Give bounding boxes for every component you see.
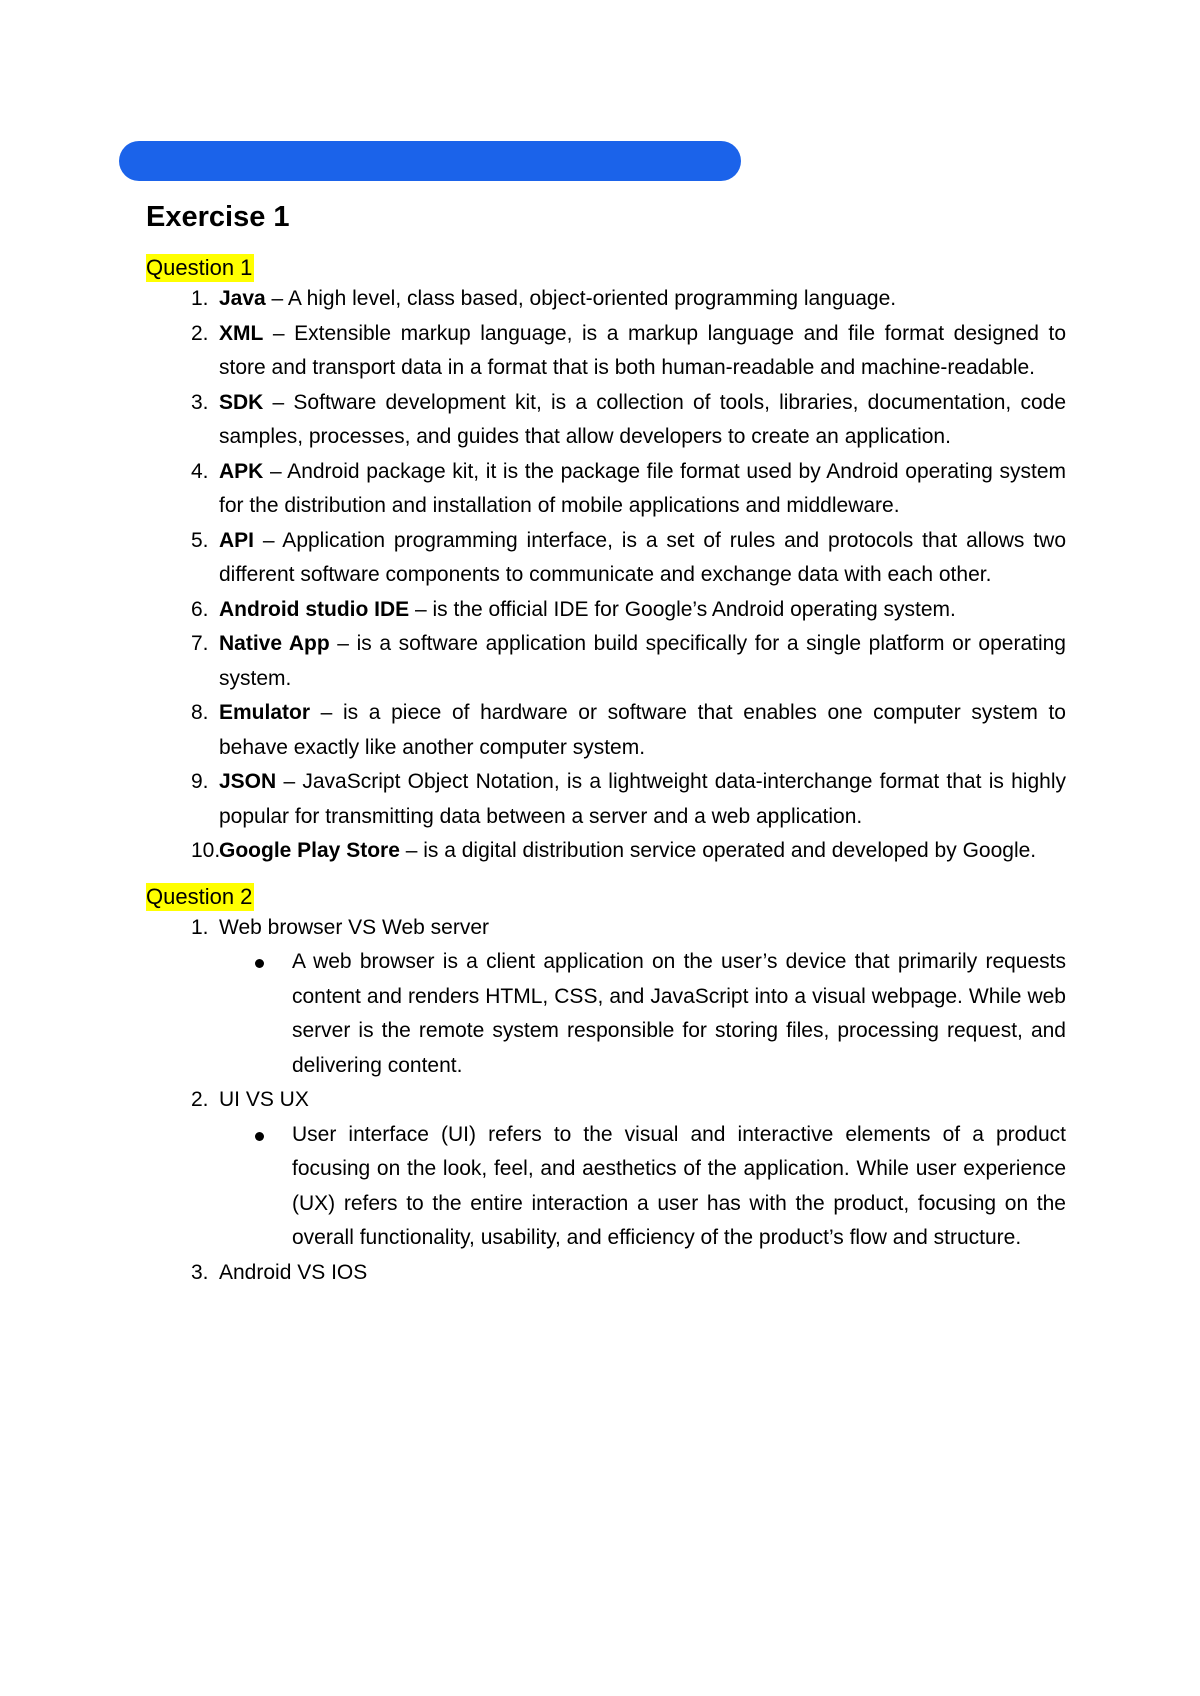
bullet-item [146, 1118, 1066, 1256]
list-number [146, 1256, 218, 1291]
term: API [219, 528, 255, 552]
bullet-item [146, 945, 1066, 1083]
list-number [146, 317, 218, 352]
list-number-label: 8. [191, 701, 209, 724]
list-number-label: 2. [191, 1088, 209, 1111]
question-2-section [146, 883, 1066, 1291]
list-number [146, 593, 218, 628]
definition: – is the official IDE for Google’s Android operating system. [409, 597, 956, 621]
list-item [146, 317, 1066, 386]
definition: – JavaScript Object Notation, is a lightweight data-interchange format that is highly popular for transmitting data between a server and a web application. [219, 770, 1066, 828]
term: APK [219, 459, 264, 483]
list-number-label: 10. [191, 839, 221, 862]
list-number-label: 3. [191, 1260, 209, 1284]
list-number [146, 696, 218, 731]
definition: – A high level, class based, object-oriented programming language. [265, 287, 897, 310]
definition: – Application programming interface, is a set of rules and protocols that allows two different software components to communicate and exchange data with each other. [219, 528, 1066, 586]
list-item [146, 386, 1066, 455]
list-number-label: 9. [191, 770, 209, 793]
list-item [146, 627, 1066, 696]
list-number-label: 4. [191, 459, 209, 483]
comparison-title: Android VS IOS [219, 1260, 368, 1284]
list-item [146, 1256, 1066, 1291]
list-number-label: 5. [191, 528, 209, 552]
term: Java [219, 287, 266, 310]
bullet-text: A web browser is a client application on the user’s device that primarily requests content and renders HTML, CSS, and JavaScript into a visual webpage. While web server is the remote system responsible for storing files, processing request, and delivering content. [292, 950, 1066, 1077]
term: Android studio IDE [219, 597, 410, 621]
term: Google Play Store [219, 839, 400, 862]
list-number-label: 2. [191, 321, 209, 345]
list-item [146, 911, 1066, 1084]
list-number-label: 1. [191, 287, 209, 310]
bullet-text: User interface (UI) refers to the visual and interactive elements of a product focusing on the look, feel, and aesthetics of the application. While user experience (UX) refers to the entire interaction a user has with the product, focusing on the overall functionality, usability, and efficiency of the product’s flow and structure. [292, 1122, 1066, 1249]
list-number [146, 765, 218, 800]
term: SDK [219, 390, 264, 414]
question-1-section [146, 254, 1066, 869]
term: Native App [219, 632, 330, 655]
bullet-list [146, 945, 1066, 1083]
list-number [146, 911, 218, 946]
list-number-label: 7. [191, 632, 209, 655]
definition: – is a piece of hardware or software that enables one computer system to behave exactly like another computer system. [219, 701, 1066, 759]
list-number [146, 834, 221, 869]
question-1-heading: Question 1 [146, 255, 253, 280]
list-item [146, 1083, 1066, 1256]
header-bar [119, 141, 741, 181]
definition: – Extensible markup language, is a markup language and file format designed to store and transport data in a format that is both human-readable and machine-readable. [219, 321, 1066, 379]
definition: – is a software application build specifically for a single platform or operating system. [219, 632, 1066, 690]
definition: – Software development kit, is a collection of tools, libraries, documentation, code samples, processes, and guides that allow developers to create an application. [219, 390, 1066, 448]
document-content [146, 196, 1066, 1290]
term: Emulator [219, 701, 311, 724]
comparison-title: UI VS UX [219, 1088, 309, 1111]
list-item [146, 834, 1066, 869]
list-item [146, 524, 1066, 593]
question-2-heading: Question 2 [146, 883, 253, 909]
page-title: Exercise 1 [146, 201, 290, 233]
list-number [146, 1083, 218, 1118]
bullet-icon [255, 1132, 264, 1141]
definition: – is a digital distribution service operated and developed by Google. [399, 839, 1037, 862]
term: JSON [219, 770, 277, 793]
list-number [146, 386, 218, 421]
list-number-label: 1. [191, 915, 209, 939]
list-item [146, 696, 1066, 765]
list-item [146, 455, 1066, 524]
term: XML [219, 321, 264, 345]
question-1-list [146, 282, 1066, 869]
list-number [146, 627, 218, 662]
list-item [146, 765, 1066, 834]
definition: – Android package kit, it is the package file format used by Android operating system for the distribution and installation of mobile applications and middleware. [219, 459, 1066, 517]
list-number [146, 282, 218, 317]
comparison-title: Web browser VS Web server [219, 915, 489, 939]
list-number-label: 3. [191, 390, 209, 414]
list-item [146, 593, 1066, 628]
list-number [146, 524, 218, 559]
list-number-label: 6. [191, 597, 209, 621]
list-item [146, 282, 1066, 317]
list-number [146, 455, 218, 490]
bullet-list [146, 1118, 1066, 1256]
bullet-icon [255, 959, 264, 968]
question-2-list [146, 911, 1066, 1291]
